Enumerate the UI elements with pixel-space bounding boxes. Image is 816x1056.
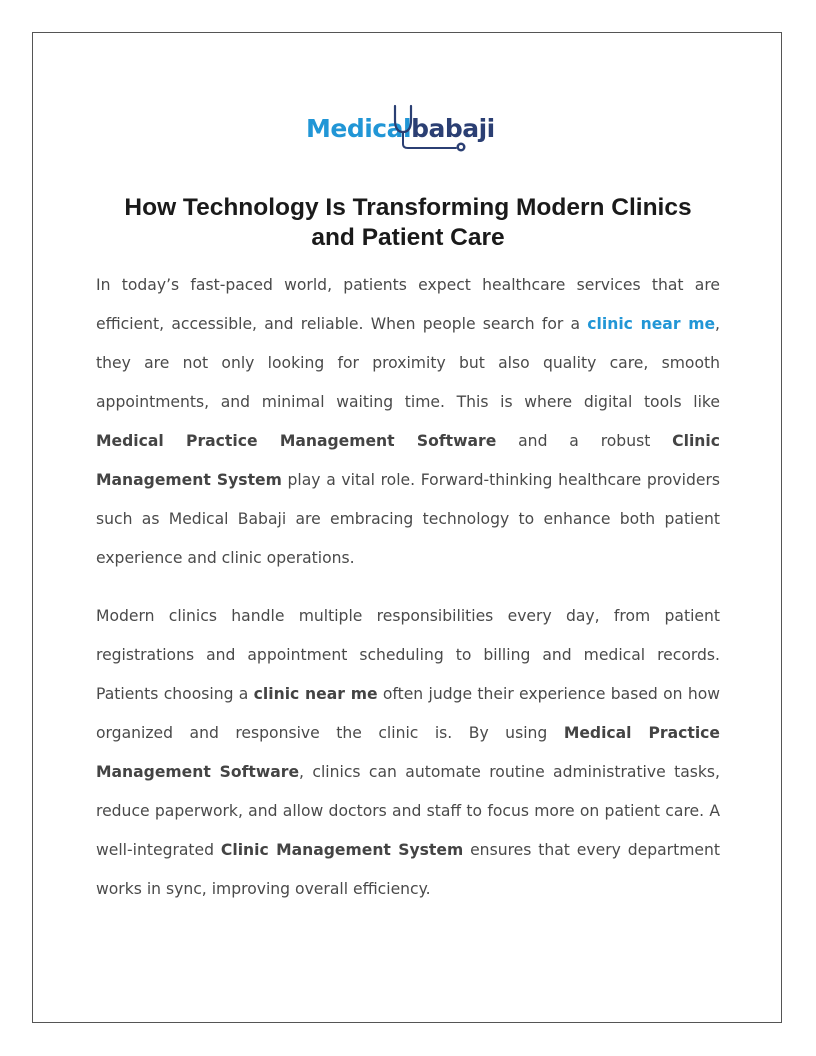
page-title xyxy=(96,193,720,253)
medicalbabaji-logo xyxy=(306,100,516,160)
clinic-near-me-link[interactable]: clinic near me xyxy=(587,315,716,333)
paragraph-text: and a robust xyxy=(496,432,673,450)
paragraph-text: often judge their experience based on how organized and responsive the clinic is. By using xyxy=(96,685,721,742)
paragraph-text: , they are not only looking for proximity but also quality care, smooth appointments, and minimal waiting time. This is where digital tools like xyxy=(96,315,721,411)
logo-text-medical: Medical xyxy=(306,114,412,143)
paragraph-text: , clinics can automate routine administrative tasks, reduce paperwork, and allow doctors and staff to focus more on patient care. A well-integrated xyxy=(96,763,720,859)
logo-wordmark xyxy=(306,114,495,143)
title-line-2: and Patient Care xyxy=(311,224,505,251)
paragraph-text: play a vital role. Forward-thinking healthcare providers such as Medical Babaji are embracing technology to enhance both patient experience and clinic operations. xyxy=(96,471,720,567)
paragraph-text: ensures that every department works in sync, improving overall efficiency. xyxy=(96,841,720,898)
paragraph-text: In today’s fast-paced world, patients expect healthcare services that are efficient, accessible, and reliable. When people search for a xyxy=(96,276,720,333)
bold-term: clinic near me xyxy=(253,685,378,703)
bold-term: Medical Practice Management Software xyxy=(96,432,497,450)
title-line-1: How Technology Is Transforming Modern Clinics xyxy=(124,194,692,221)
bold-term: Clinic Management System xyxy=(96,432,720,489)
logo-text-babaji: babaji xyxy=(411,114,495,143)
paragraph-text: Modern clinics handle multiple responsibilities every day, from patient registrations and appointment scheduling to billing and medical records. Patients choosing a xyxy=(96,607,720,703)
paragraph-clinics xyxy=(96,597,720,909)
bold-term: Medical Practice Management Software xyxy=(96,724,720,781)
paragraph-intro xyxy=(96,266,720,578)
bold-term: Clinic Management System xyxy=(220,841,464,859)
